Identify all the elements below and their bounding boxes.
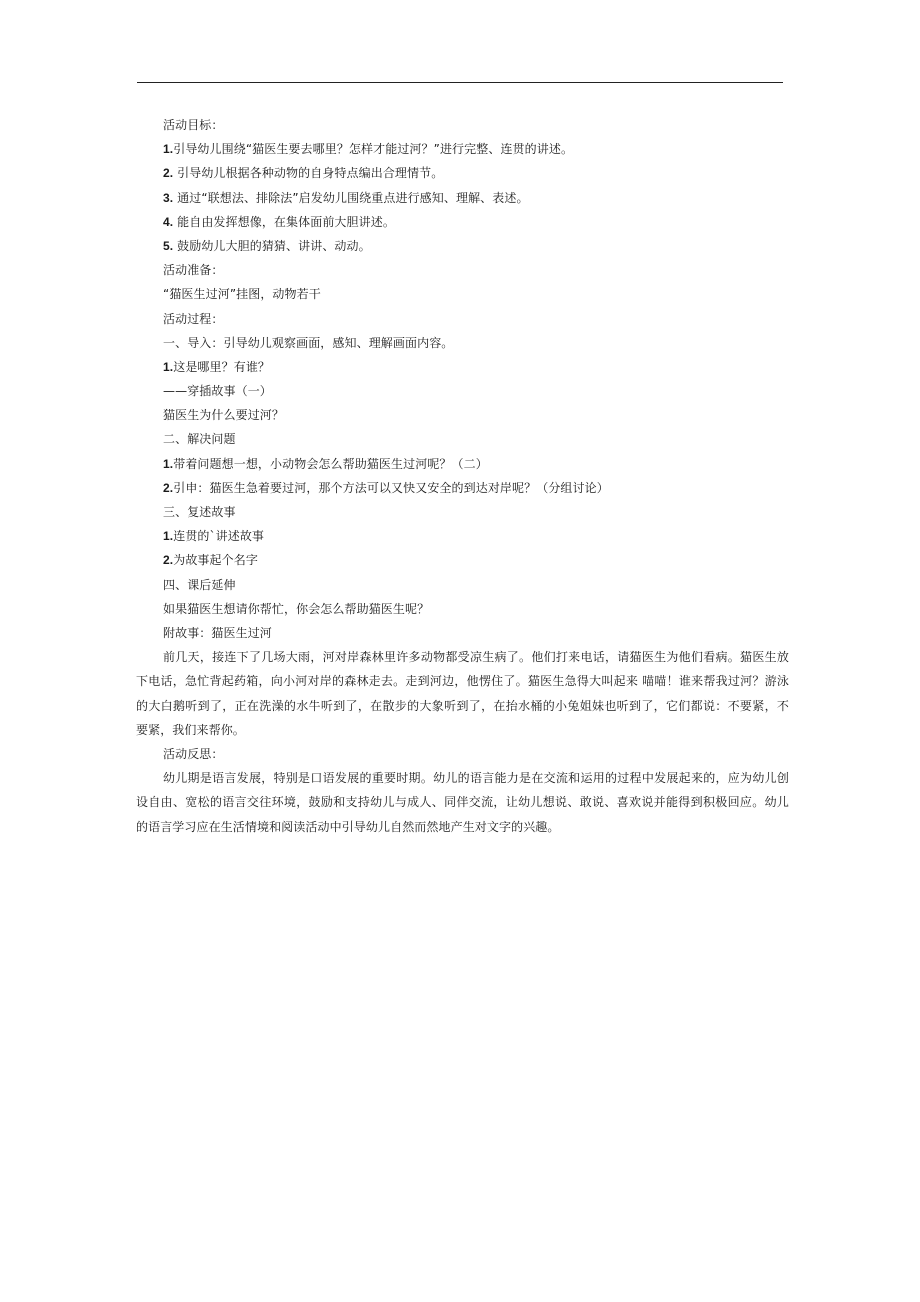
item-number: 2. bbox=[163, 166, 174, 181]
line-text: 带着问题想一想，小动物会怎么帮助猫医生过河呢？（二） bbox=[173, 456, 488, 471]
line-text: 引导幼儿围绕“猫医生要去哪里？怎样才能过河？”进行完整、连贯的讲述。 bbox=[173, 142, 574, 157]
line-text: 附故事：猫医生过河 bbox=[163, 625, 272, 640]
item-number: 1. bbox=[163, 529, 174, 544]
line-text: “猫医生过河”挂图，动物若干 bbox=[163, 287, 321, 302]
item-number: 1. bbox=[163, 142, 174, 157]
line-text: 三、复述故事 bbox=[163, 505, 236, 519]
line-text: 通过“联想法、排除法”启发幼儿围绕重点进行感知、理解、表述。 bbox=[173, 190, 529, 205]
item-number: 3. bbox=[163, 190, 174, 205]
goal-item bbox=[163, 210, 789, 234]
item-number: 4. bbox=[163, 214, 174, 229]
line-text: 活动反思： bbox=[163, 746, 224, 761]
line-text: 如果猫医生想请你帮忙，你会怎么帮助猫医生呢？ bbox=[163, 601, 430, 616]
story-title bbox=[163, 621, 789, 645]
goal-item bbox=[163, 161, 789, 185]
process-step-heading bbox=[163, 573, 789, 597]
item-number: 1. bbox=[163, 359, 174, 374]
process-step-heading bbox=[163, 500, 789, 524]
line-text: 这是哪里？有谁？ bbox=[173, 359, 271, 374]
line-text: 连贯的`讲述故事 bbox=[173, 529, 265, 544]
preparation-text bbox=[163, 282, 789, 306]
reflection-paragraph: 幼儿期是语言发展，特别是口语发展的重要时期。幼儿的语言能力是在交流和运用的过程中发展起来的，应为幼儿创设自由、宽松的语言交往环境，鼓励和支持幼儿与成人、同伴交流，让幼儿想说、敢说、喜欢说并能得到积极回应。幼儿的语言学习应在生活情境和阅读活动中引导幼儿自然而然地产生对文字的兴趣。 bbox=[136, 771, 789, 834]
section-heading-preparation bbox=[163, 258, 789, 282]
process-item bbox=[163, 548, 789, 572]
section-heading-goals bbox=[163, 113, 789, 137]
line-text: 猫医生为什么要过河？ bbox=[163, 408, 285, 423]
goal-item bbox=[163, 186, 789, 210]
line-text: 鼓励幼儿大胆的猜猜、讲讲、动动。 bbox=[173, 238, 371, 253]
line-text: 活动目标： bbox=[163, 118, 224, 132]
line-text: 引导幼儿根据各种动物的自身特点编出合理情节。 bbox=[173, 166, 444, 181]
header-rule bbox=[137, 82, 783, 83]
line-text: 为故事起个名字 bbox=[173, 553, 258, 568]
goal-item bbox=[163, 137, 789, 161]
line-text: 一、导入：引导幼儿观察画面，感知、理解画面内容。 bbox=[163, 335, 454, 350]
process-item bbox=[163, 379, 789, 403]
document-body bbox=[136, 113, 789, 839]
process-step-heading bbox=[163, 331, 789, 355]
section-heading-process bbox=[163, 307, 789, 331]
line-text: 四、课后延伸 bbox=[163, 577, 236, 592]
process-item bbox=[163, 452, 789, 476]
item-number: 2. bbox=[163, 480, 174, 495]
process-item bbox=[163, 403, 789, 427]
item-number: 1. bbox=[163, 456, 174, 471]
process-step-heading bbox=[163, 427, 789, 451]
process-item bbox=[163, 355, 789, 379]
line-text: 能自由发挥想像，在集体面前大胆讲述。 bbox=[173, 214, 395, 229]
item-number: 5. bbox=[163, 238, 174, 253]
process-item bbox=[163, 524, 789, 548]
section-heading-reflection bbox=[163, 742, 789, 766]
line-text: 活动过程： bbox=[163, 311, 224, 326]
line-text: 活动准备： bbox=[163, 263, 224, 278]
line-text: ——穿插故事（一） bbox=[163, 384, 272, 399]
line-text: 二、解决问题 bbox=[163, 432, 236, 447]
item-number: 2. bbox=[163, 553, 174, 568]
process-item bbox=[163, 597, 789, 621]
process-item bbox=[163, 476, 789, 500]
line-text: 引申：猫医生急着要过河，那个方法可以又快又安全的到达对岸呢？（分组讨论） bbox=[173, 480, 609, 495]
story-paragraph: 前几天，接连下了几场大雨，河对岸森林里许多动物都受凉生病了。他们打来电话，请猫医生为他们看病。猫医生放下电话，急忙背起药箱，向小河对岸的森林走去。走到河边，他愣住了。猫医生急得大叫起来 喵喵！谁来帮我过河？游泳的大白鹅听到了，正在洗澡的水牛听到了，在散步的大象听到了，在抬水桶的小兔姐妹也听到了，它们都说：不要紧，不要紧，我们来帮你。 bbox=[136, 650, 789, 737]
goal-item bbox=[163, 234, 789, 258]
